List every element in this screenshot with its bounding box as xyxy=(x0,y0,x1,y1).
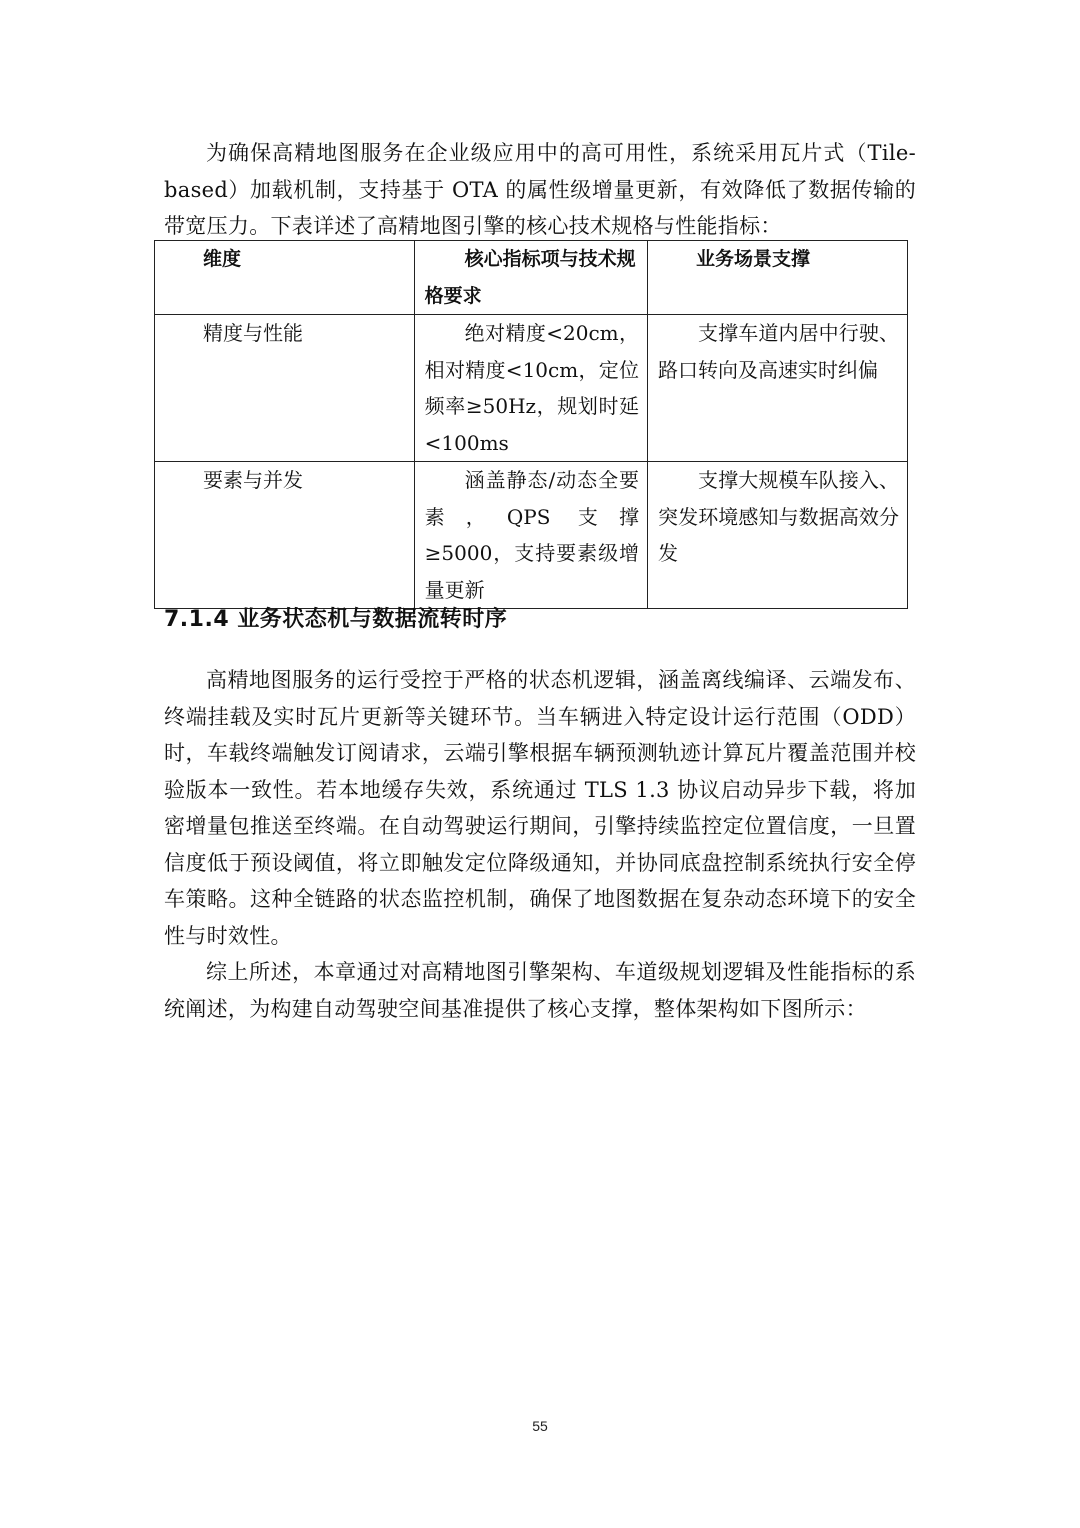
table-row xyxy=(155,315,908,462)
table-cell-dimension: 要素与并发 xyxy=(155,462,415,609)
table-cell-spec: 涵盖静态/动态全要素，QPS 支撑≥5000，支持要素级增量更新 xyxy=(414,462,647,609)
table-cell-spec: 绝对精度<20cm，相对精度<10cm，定位频率≥50Hz，规划时延<100ms xyxy=(414,315,647,462)
section-heading: 7.1.4 业务状态机与数据流转时序 xyxy=(164,607,508,632)
state-machine-paragraph: 高精地图服务的运行受控于严格的状态机逻辑，涵盖离线编译、云端发布、终端挂载及实时瓦片更新等关键环节。当车辆进入特定设计运行范围（ODD）时，车载终端触发订阅请求，云端引擎根据车辆预测轨迹计算瓦片覆盖范围并校验版本一致性。若本地缓存失效，系统通过 TLS 1.3 协议启动异步下载，将加密增量包推送至终端。在自动驾驶运行期间，引擎持续监控定位置信度，一旦置信度低于预设阈值，将立即触发定位降级通知，并协同底盘控制系统执行安全停车策略。这种全链路的状态监控机制，确保了地图数据在复杂动态环境下的安全性与时效性。 xyxy=(164,668,916,948)
table-cell-dimension: 精度与性能 xyxy=(155,315,415,462)
summary-paragraph: 综上所述，本章通过对高精地图引擎架构、车道级规划逻辑及性能指标的系统阐述，为构建自动驾驶空间基准提供了核心支撑，整体架构如下图所示： xyxy=(164,960,916,1021)
table-cell-scenario: 支撑车道内居中行驶、路口转向及高速实时纠偏 xyxy=(648,315,908,462)
intro-paragraph: 为确保高精地图服务在企业级应用中的高可用性，系统采用瓦片式（Tile-based）加载机制，支持基于 OTA 的属性级增量更新，有效降低了数据传输的带宽压力。下表详述了高精地图引擎的核心技术规格与性能指标： xyxy=(164,141,916,238)
spec-table xyxy=(154,240,908,609)
page-number: 55 xyxy=(532,1418,548,1434)
table-cell-scenario: 支撑大规模车队接入、突发环境感知与数据高效分发 xyxy=(648,462,908,609)
table-header-scenario: 业务场景支撑 xyxy=(648,241,908,315)
table-row xyxy=(155,462,908,609)
table-header-row xyxy=(155,241,908,315)
table-header-dimension: 维度 xyxy=(155,241,415,315)
table-header-spec: 核心指标项与技术规格要求 xyxy=(414,241,647,315)
